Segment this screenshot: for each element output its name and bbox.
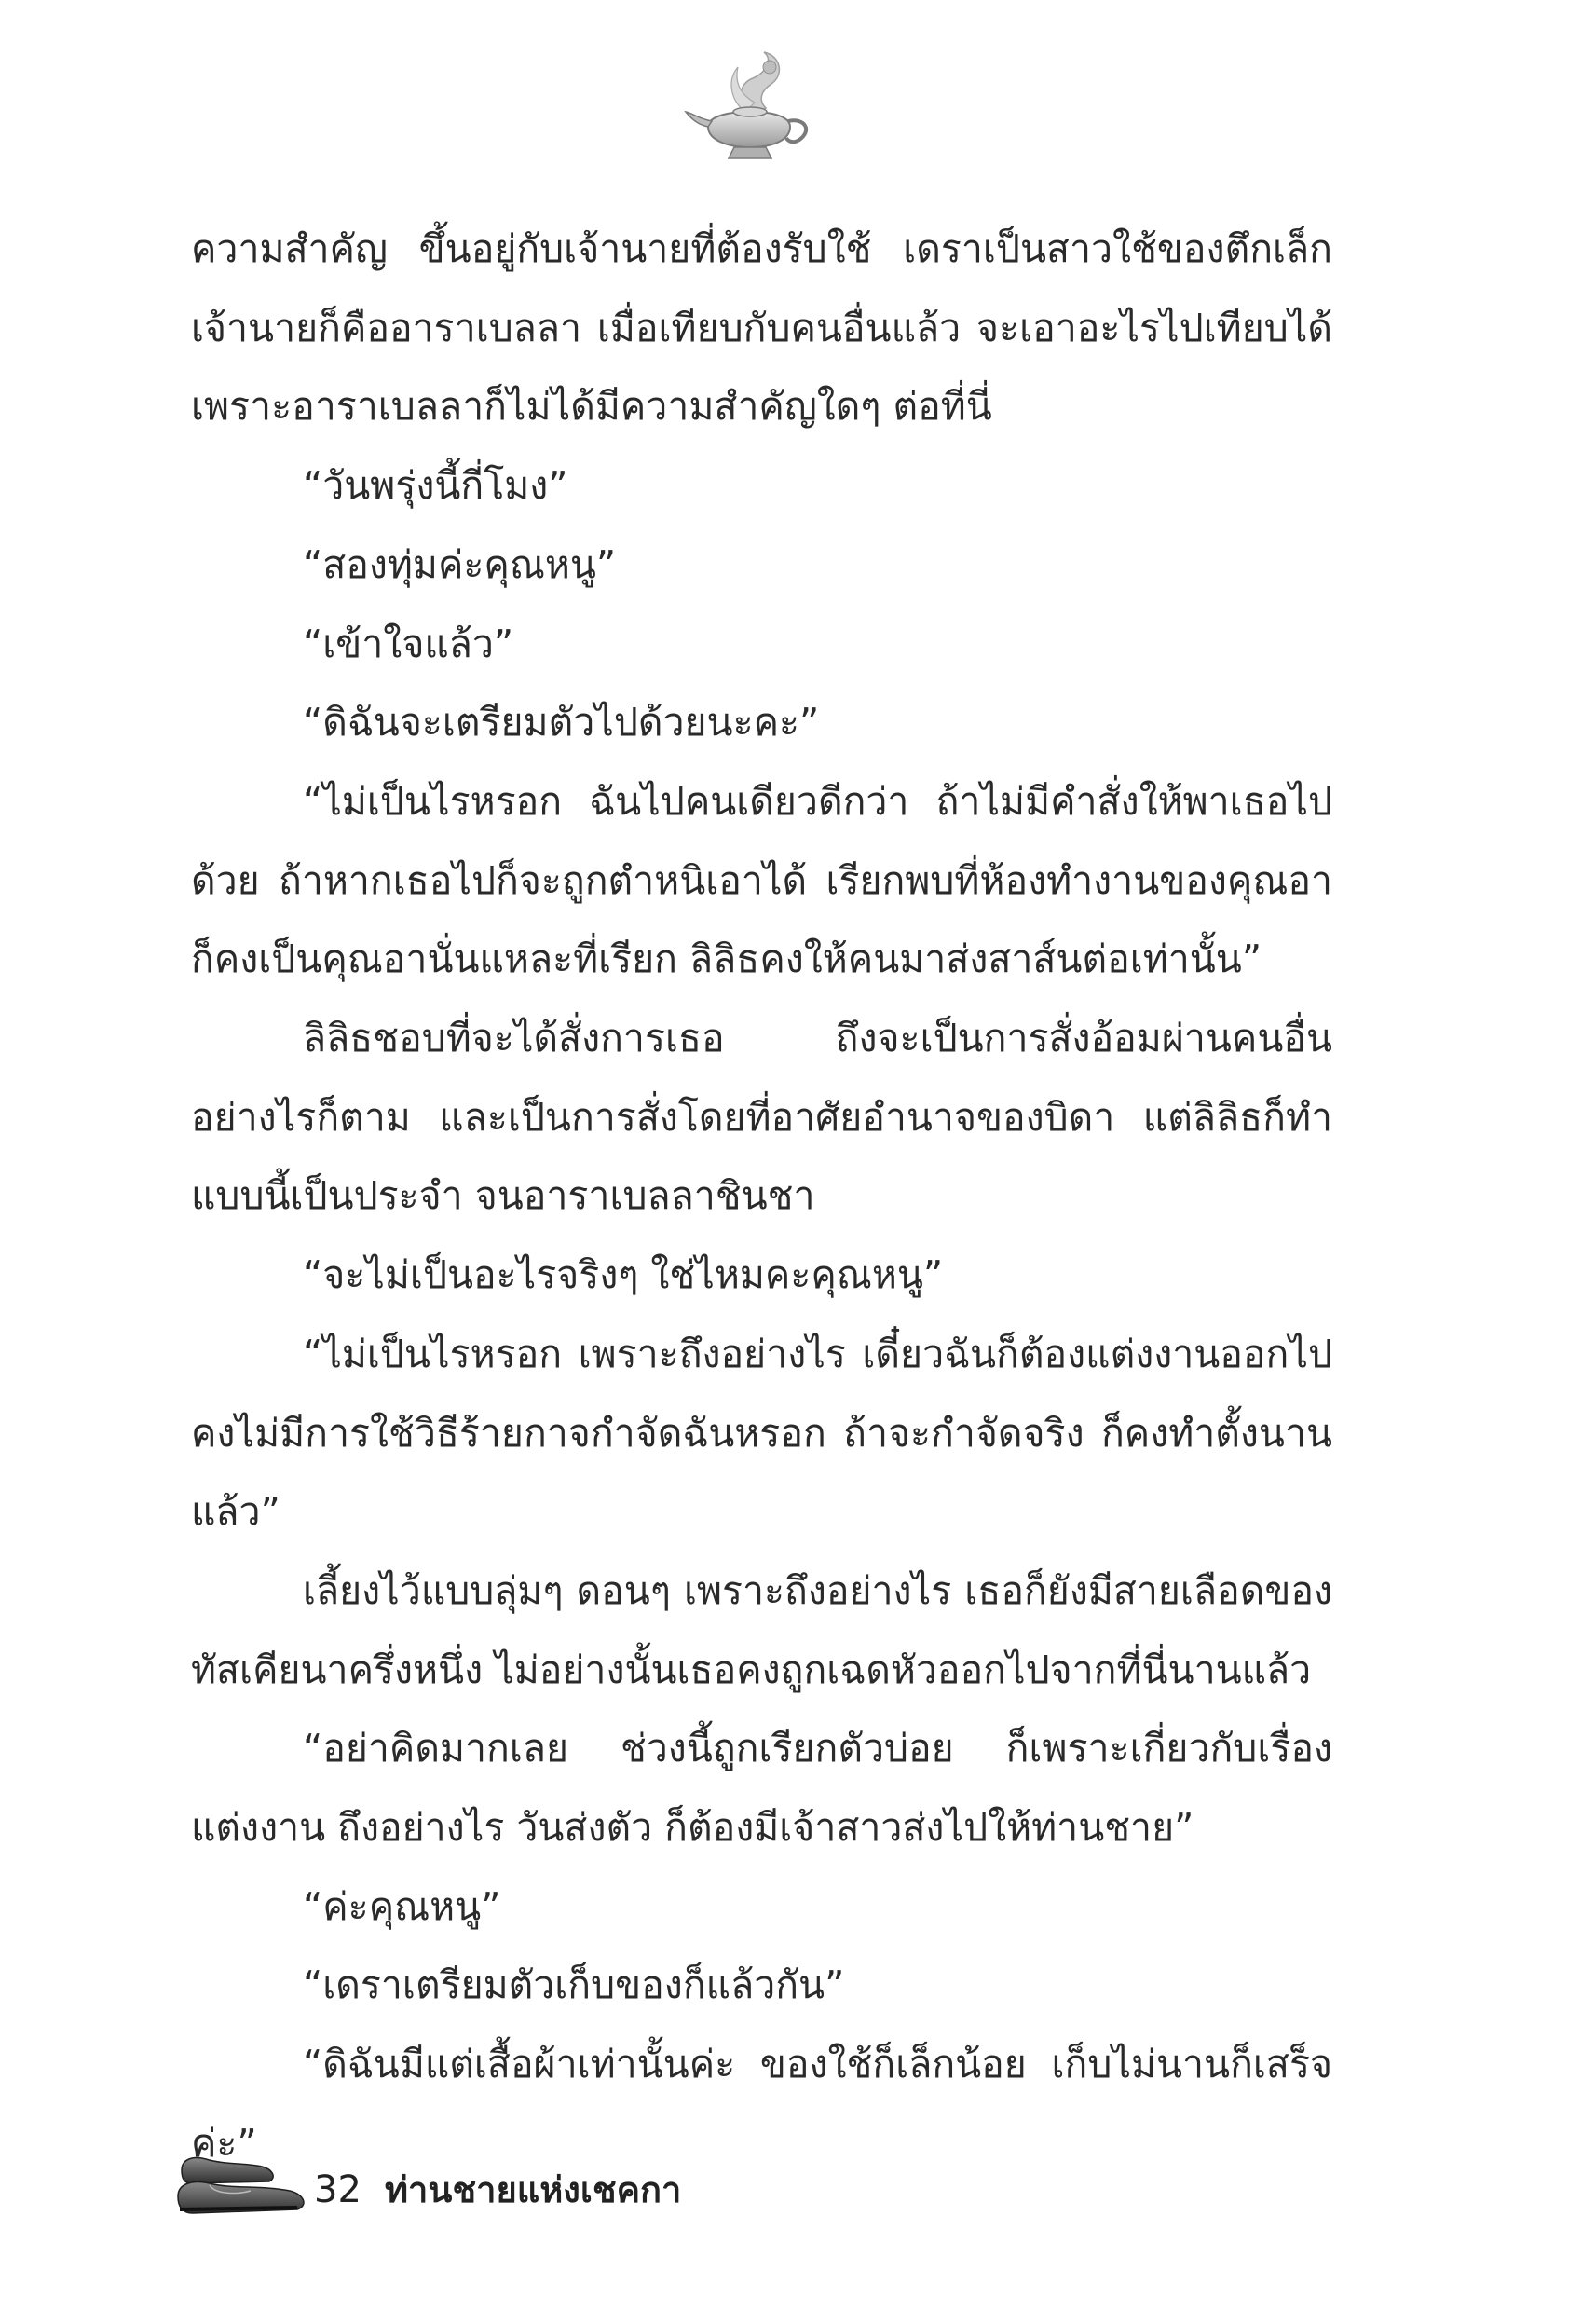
paragraph: “วันพรุ่งนี้กี่โมง” [303, 463, 568, 509]
paragraph: “ดิฉันมีแต่เสื้อผ้าเท่านั้นค่ะ ของใช้ก็เล็กน้อย เก็บไม่นานก็เสร็จค่ะ” [191, 2042, 1332, 2166]
paragraph: “อย่าคิดมากเลย ช่วงนี้ถูกเรียกตัวบ่อย ก็เพราะเกี่ยวกับเรื่องแต่งงาน ถึงอย่างไร วันส่งตัว ก็ต้องมีเจ้าสาวส่งไปให้ท่านชาย” [191, 1726, 1332, 1851]
page-footer [172, 2139, 731, 2222]
book-title: ท่านชายแห่งเชคกา [385, 2169, 682, 2210]
paragraph: “เดราเตรียมตัวเก็บของก็แล้วกัน” [303, 1962, 845, 2008]
shoes-icon [172, 2139, 312, 2222]
paragraph: “สองทุ่มค่ะคุณหนู” [303, 541, 617, 587]
paragraph: เลี้ยงไว้แบบลุ่มๆ ดอนๆ เพราะถึงอย่างไร เธอก็ยังมีสายเลือดของทัสเคียนาครึ่งหนึ่ง ไม่อย่างนั้นเธอคงถูกเฉดหัวออกไปจากที่นี่นานแล้ว [191, 1567, 1332, 1692]
paragraph: “เข้าใจแล้ว” [303, 621, 514, 666]
paragraph: “ค่ะคุณหนู” [303, 1883, 501, 1929]
paragraph: “ไม่เป็นไรหรอก ฉันไปคนเดียวดีกว่า ถ้าไม่มีคำสั่งให้พาเธอไปด้วย ถ้าหากเธอไปก็จะถูกตำหนิเอาได้ เรียกพบที่ห้องทำงานของคุณอา ก็คงเป็นคุณอานั่นแหละที่เรียก ลิลิธคงให้คนมาส่งสาส์นต่อเท่านั้น” [191, 778, 1332, 982]
paragraph: ความสำคัญ ขึ้นอยู่กับเจ้านายที่ต้องรับใช้ เดราเป็นสาวใช้ของตึกเล็ก เจ้านายก็คืออาราเบลลา เมื่อเทียบกับคนอื่นแล้ว จะเอาอะไรไปเทียบได้ เพราะอาราเบลลาก็ไม่ได้มีความสำคัญใดๆ ต่อที่นี่ [191, 226, 1332, 430]
text-body [191, 210, 1332, 2183]
paragraph: “ดิฉันจะเตรียมตัวไปด้วยนะคะ” [303, 700, 820, 745]
paragraph: “จะไม่เป็นอะไรจริงๆ ใช่ไหมคะคุณหนู” [303, 1252, 944, 1298]
paragraph: “ไม่เป็นไรหรอก เพราะถึงอย่างไร เดี๋ยวฉันก็ต้องแต่งงานออกไป คงไม่มีการใช้วิธีร้ายกาจกำจัดฉันหรอก ถ้าจะกำจัดจริง ก็คงทำตั้งนานแล้ว” [191, 1331, 1332, 1535]
paragraph: ลิลิธชอบที่จะได้สั่งการเธอ ถึงจะเป็นการสั่งอ้อมผ่านคนอื่นอย่างไรก็ตาม และเป็นการสั่งโดยที่อาศัยอำนาจของบิดา แต่ลิลิธก็ทำแบบนี้เป็นประจำ จนอาราเบลลาชินชา [191, 1016, 1332, 1219]
page-number: 32 [314, 2168, 361, 2211]
genie-lamp-icon [680, 47, 820, 168]
